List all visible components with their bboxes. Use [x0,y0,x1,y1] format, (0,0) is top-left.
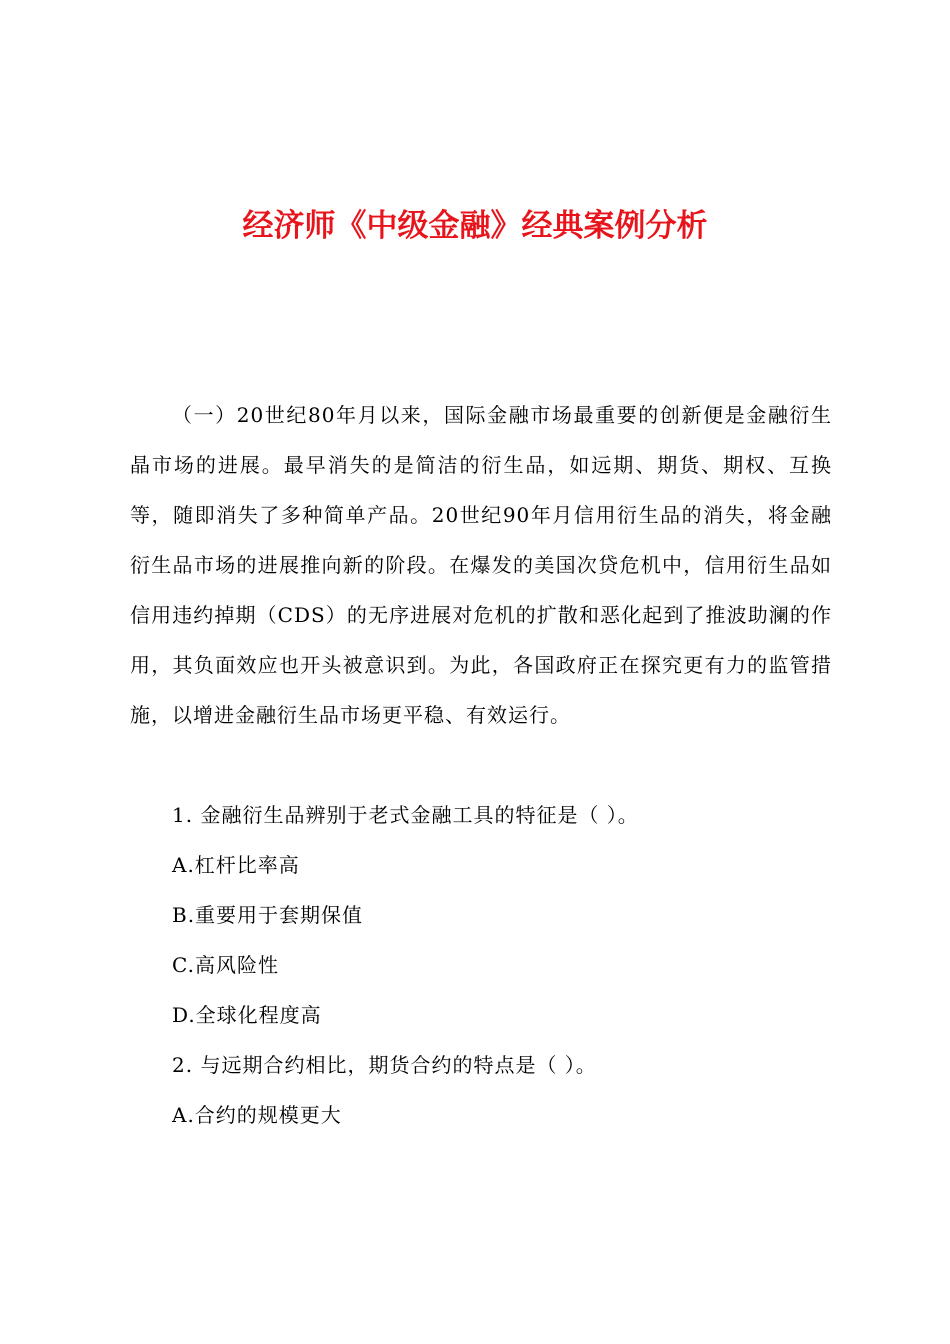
question-1-option-a: A.杠杆比率高 [172,853,300,877]
question-1-option-d: D.全球化程度高 [172,1003,322,1027]
question-1-option-c: C.高风险性 [172,953,279,977]
question-1-option-b: B.重要用于套期保值 [172,903,364,927]
question-2-option-a: A.合约的规模更大 [172,1103,342,1127]
question-2-stem: 2. 与远期合约相比，期货合约的特点是（ ）。 [172,1053,597,1077]
intro-paragraph: （一）20世纪80年月以来，国际金融市场最重要的创新便是金融衍生晶市场的进展。最早消失的是简洁的衍生品，如远期、期货、期权、互换等，随即消失了多种简单产品。20世纪90年月信用衍生品的消失，将金融衍生品市场的进展推向新的阶段。在爆发的美国次贷危机中，信用衍生品如信用违约掉期（CDS）的无序进展对危机的扩散和恶化起到了推波助澜的作用，其负面效应也开头被意识到。为此，各国政府正在探究更有力的监管措施，以增进金融衍生品市场更平稳、有效运行。 [130,403,832,727]
question-1-stem: 1. 金融衍生品辨别于老式金融工具的特征是（ ）。 [172,803,639,827]
page-title: 经济师《中级金融》经典案例分析 [242,208,708,244]
